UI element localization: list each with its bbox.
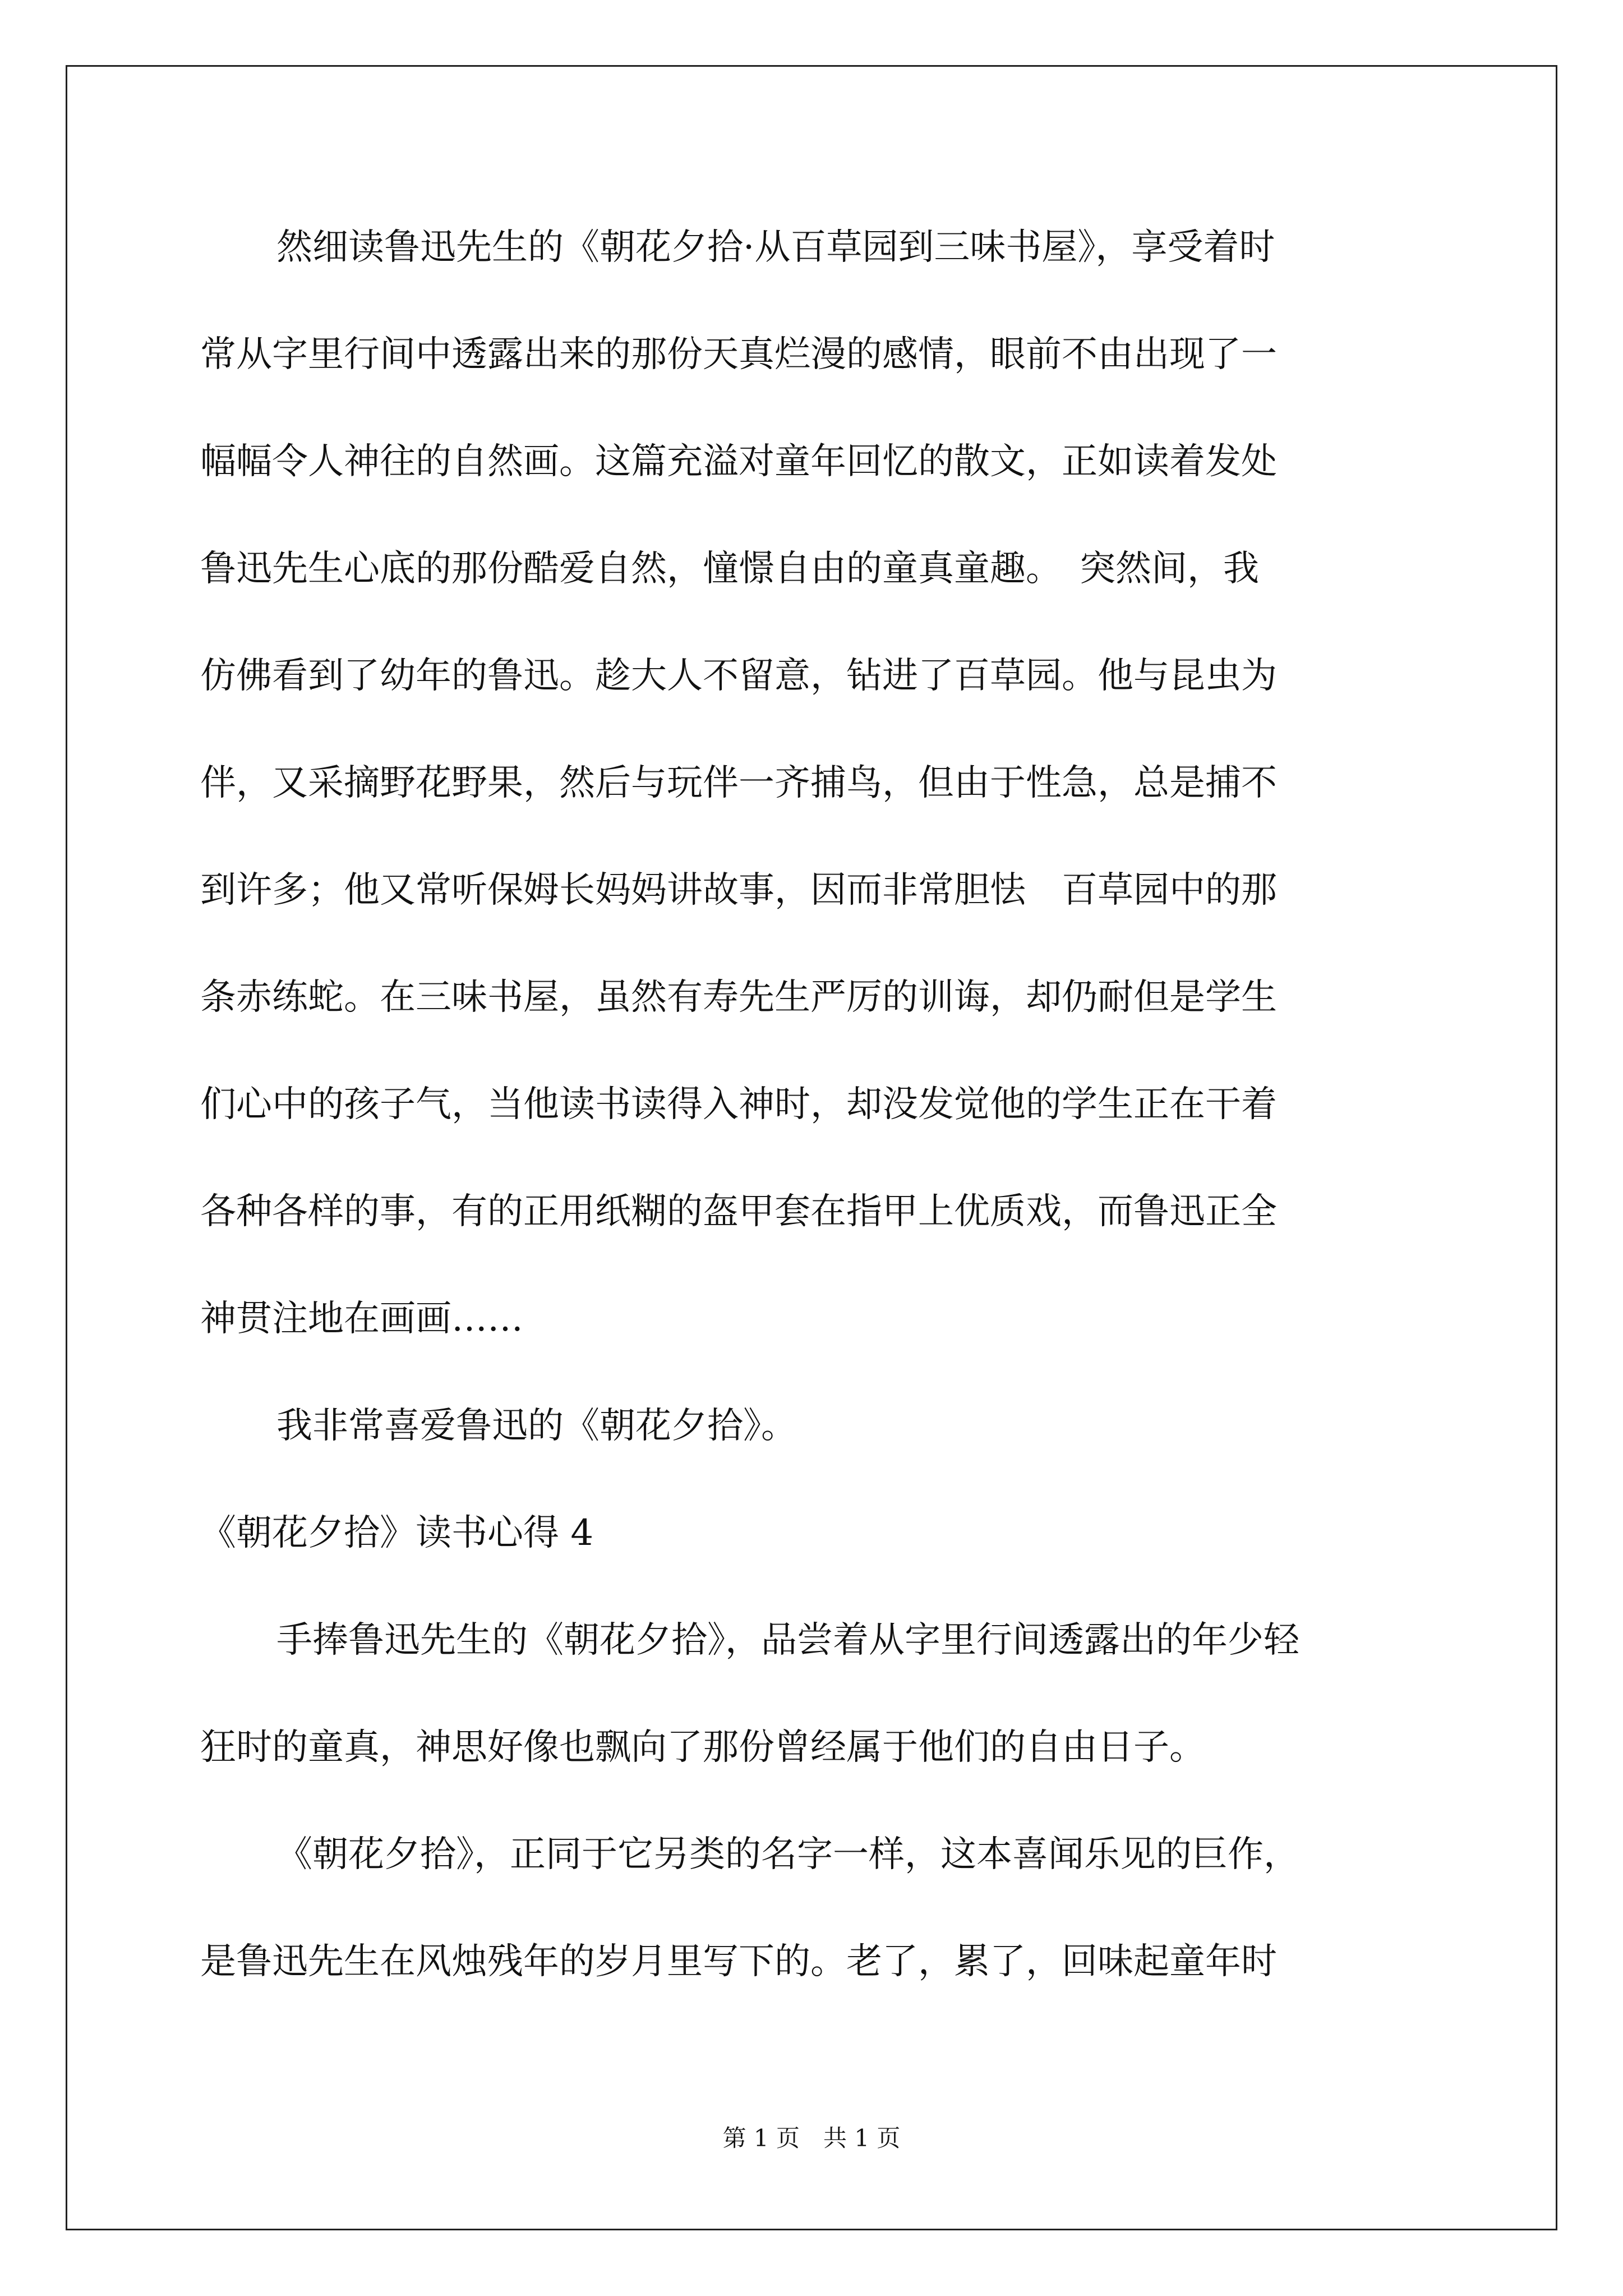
- paragraph-line: 是鲁迅先生在风烛残年的岁月里写下的。老了，累了，回味起童年时: [200, 1941, 1277, 1982]
- paragraph-line: 们心中的孩子气，当他读书读得入神时，却没发觉他的学生正在干着: [200, 1084, 1277, 1125]
- paragraph-line: 各种各样的事，有的正用纸糊的盔甲套在指甲上优质戏，而鲁迅正全: [200, 1191, 1277, 1232]
- paragraph-line: 仿佛看到了幼年的鲁迅。趁大人不留意，钻进了百草园。他与昆虫为: [200, 655, 1277, 697]
- paragraph-line: 鲁迅先生心底的那份酷爱自然，憧憬自由的童真童趣。 突然间，我: [200, 548, 1259, 590]
- paragraph-line: 手捧鲁迅先生的《朝花夕拾》，品尝着从字里行间透露出的年少轻: [276, 1619, 1299, 1661]
- page-number-footer: 第 1 页 共 1 页: [722, 2124, 901, 2152]
- paragraph-line: 伴，又采摘野花野果，然后与玩伴一齐捕鸟，但由于性急，总是捕不: [200, 762, 1277, 804]
- paragraph-line: 神贯注地在画画……: [200, 1298, 523, 1340]
- paragraph-line: 《朝花夕拾》，正同于它另类的名字一样，这本喜闻乐见的巨作，: [276, 1834, 1299, 1875]
- page-frame: [66, 65, 1557, 2230]
- paragraph-line: 然细读鲁迅先生的《朝花夕拾·从百草园到三味书屋》，享受着时: [276, 227, 1275, 268]
- paragraph-line: 条赤练蛇。在三味书屋，虽然有寿先生严厉的训诲，却仍耐但是学生: [200, 977, 1277, 1018]
- paragraph-line: 幅幅令人神往的自然画。这篇充溢对童年回忆的散文，正如读着发处: [200, 441, 1277, 482]
- paragraph-line: 常从字里行间中透露出来的那份天真烂漫的感情，眼前不由出现了一: [200, 334, 1277, 375]
- paragraph-line: 我非常喜爱鲁迅的《朝花夕拾》。: [276, 1405, 797, 1447]
- section-heading: 《朝花夕拾》读书心得 4: [200, 1512, 594, 1554]
- paragraph-line: 到许多；他又常听保姆长妈妈讲故事，因而非常胆怯 百草园中的那: [200, 869, 1277, 911]
- paragraph-line: 狂时的童真，神思好像也飘向了那份曾经属于他们的自由日子。: [200, 1727, 1205, 1768]
